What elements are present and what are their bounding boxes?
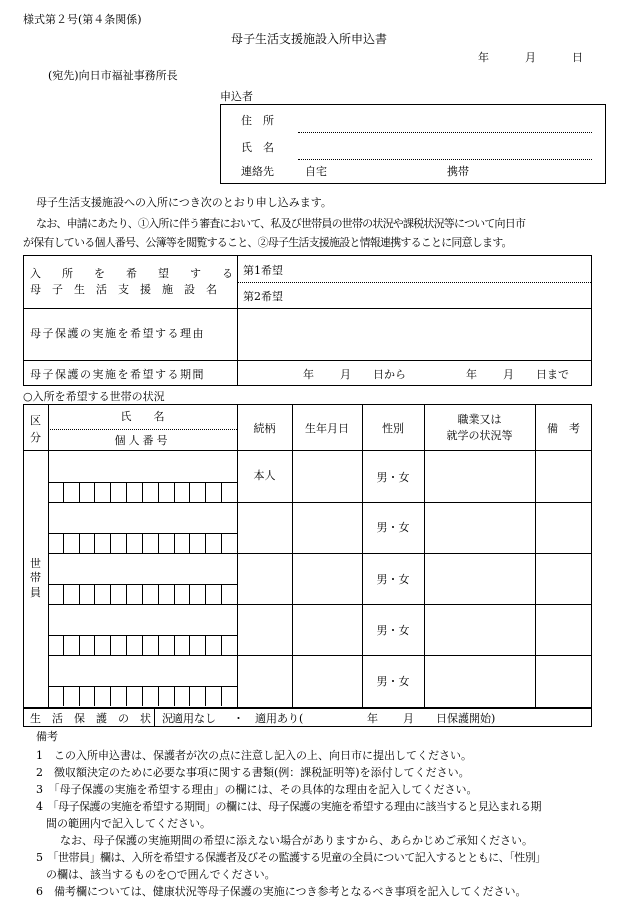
dob-header: 生年月日 (305, 422, 349, 435)
facility-label-2: 母 子 生 活 支 援 施 設 名 (30, 283, 217, 296)
relation-header: 続柄 (253, 422, 276, 435)
gender-header: 性別 (382, 422, 404, 435)
address-field[interactable] (298, 132, 592, 133)
address-label: 住 所 (241, 114, 274, 127)
mynumber-boxes[interactable] (48, 584, 237, 604)
job-header-1: 職業又は (457, 413, 502, 426)
note-item: 1 この入所申込書は、保護者が次の点に注意し記入の上、向日市に提出してください。 (36, 749, 472, 762)
member-gender[interactable]: 男・女 (376, 521, 410, 534)
applicant-box (220, 104, 606, 184)
household-section-title: ○入所を希望する世帯の状況 (23, 390, 165, 403)
note-item: 6 備考欄については、健康状況等母子保護の実施につき参考となるべき事項を記入してください。 (36, 885, 527, 898)
form-title: 母子生活支援施設入所申込書 (231, 32, 388, 46)
note-item: なお、母子保護の実施期間の希望に添えない場合がありますから、あらかじめご承知ください。 (60, 834, 533, 847)
job-header-2: 就学の状況等 (446, 429, 513, 442)
name-label: 氏 名 (241, 141, 274, 154)
intro-line-2: なお、申請にあたり、①入所に伴う審査において、私及び世帯員の世帯の状況や課税状況等について向日市 (36, 217, 526, 230)
intro-line-3: が保有している個人番号、公簿等を閲覧すること、②母子生活支援施設と情報連携することに同意します。 (23, 236, 512, 249)
kubun-header: 区分 (30, 414, 41, 444)
form-number: 様式第２号(第４条関係) (23, 13, 142, 26)
mynumber-boxes[interactable] (48, 482, 237, 502)
note-item: 3 「母子保護の実施を希望する理由」の欄には、その具体的な理由を記入してください。 (36, 783, 478, 796)
period-from-month: 月 (340, 368, 351, 381)
mynumber-boxes[interactable] (48, 635, 237, 655)
household-side-label: 世帯員 (30, 557, 41, 599)
remarks-header: 備 考 (547, 422, 580, 435)
addressee: (宛先)向日市福祉事務所長 (48, 69, 178, 82)
date-day: 日 (572, 51, 583, 64)
applicant-heading: 申込者 (220, 90, 253, 103)
member-gender[interactable]: 男・女 (376, 675, 410, 688)
mynumber-boxes[interactable] (48, 686, 237, 706)
welfare-year: 年 (367, 712, 378, 725)
period-to-year: 年 (466, 368, 477, 381)
period-to-day: 日まで (536, 368, 569, 381)
member-gender[interactable]: 男・女 (376, 624, 410, 637)
note-item: 5 「世帯員」欄は、入所を希望する保護者及びその監護する児童の全員について記入するとともに、「性別」 (36, 851, 546, 864)
date-month: 月 (525, 51, 536, 64)
member-gender[interactable]: 男・女 (376, 573, 410, 586)
mobile-phone-label: 携帯 (447, 165, 469, 178)
mynumber-boxes[interactable] (48, 533, 237, 553)
home-phone-label: 自宅 (305, 165, 327, 178)
period-from-day: 日から (373, 368, 406, 381)
facility-choice-2[interactable]: 第2希望 (243, 290, 283, 303)
notes-heading: 備考 (36, 730, 58, 743)
reason-label: 母子保護の実施を希望する理由 (30, 327, 205, 340)
note-item: の欄は、該当するものを○で囲んでください。 (46, 868, 276, 881)
period-label: 母子保護の実施を希望する期間 (30, 368, 205, 381)
contact-label: 連絡先 (241, 165, 274, 178)
facility-choice-1[interactable]: 第1希望 (243, 264, 283, 277)
facility-label-1: 入 所 を 希 望 す る (30, 267, 233, 280)
date-year: 年 (478, 51, 489, 64)
member-gender[interactable]: 男・女 (376, 471, 410, 484)
note-item: 4 「母子保護の実施を希望する期間」の欄には、母子保護の実施を希望する理由に該当すると見込まれる期 (36, 800, 541, 813)
note-item: 2 徴収額決定のために必要な事項に関する書類(例：課税証明等)を添付してください。 (36, 766, 470, 779)
welfare-label: 生 活 保 護 の 状 況 (30, 712, 173, 725)
welfare-separator: ・ (233, 712, 244, 725)
intro-line-1: 母子生活支援施設への入所につき次のとおり申し込みます。 (36, 196, 332, 209)
name-header: 氏 名 (120, 410, 165, 423)
note-item: 間の範囲内で記入してください。 (46, 817, 211, 830)
mynumber-header: 個人番号 (114, 434, 171, 447)
welfare-none[interactable]: 適用なし (172, 712, 216, 725)
period-to-month: 月 (503, 368, 514, 381)
welfare-month: 月 (403, 712, 414, 725)
welfare-start: 日保護開始) (436, 712, 496, 725)
name-field[interactable] (298, 159, 592, 160)
period-from-year: 年 (303, 368, 314, 381)
welfare-applied[interactable]: 適用あり( (255, 712, 304, 725)
member-relation: 本人 (253, 469, 276, 482)
